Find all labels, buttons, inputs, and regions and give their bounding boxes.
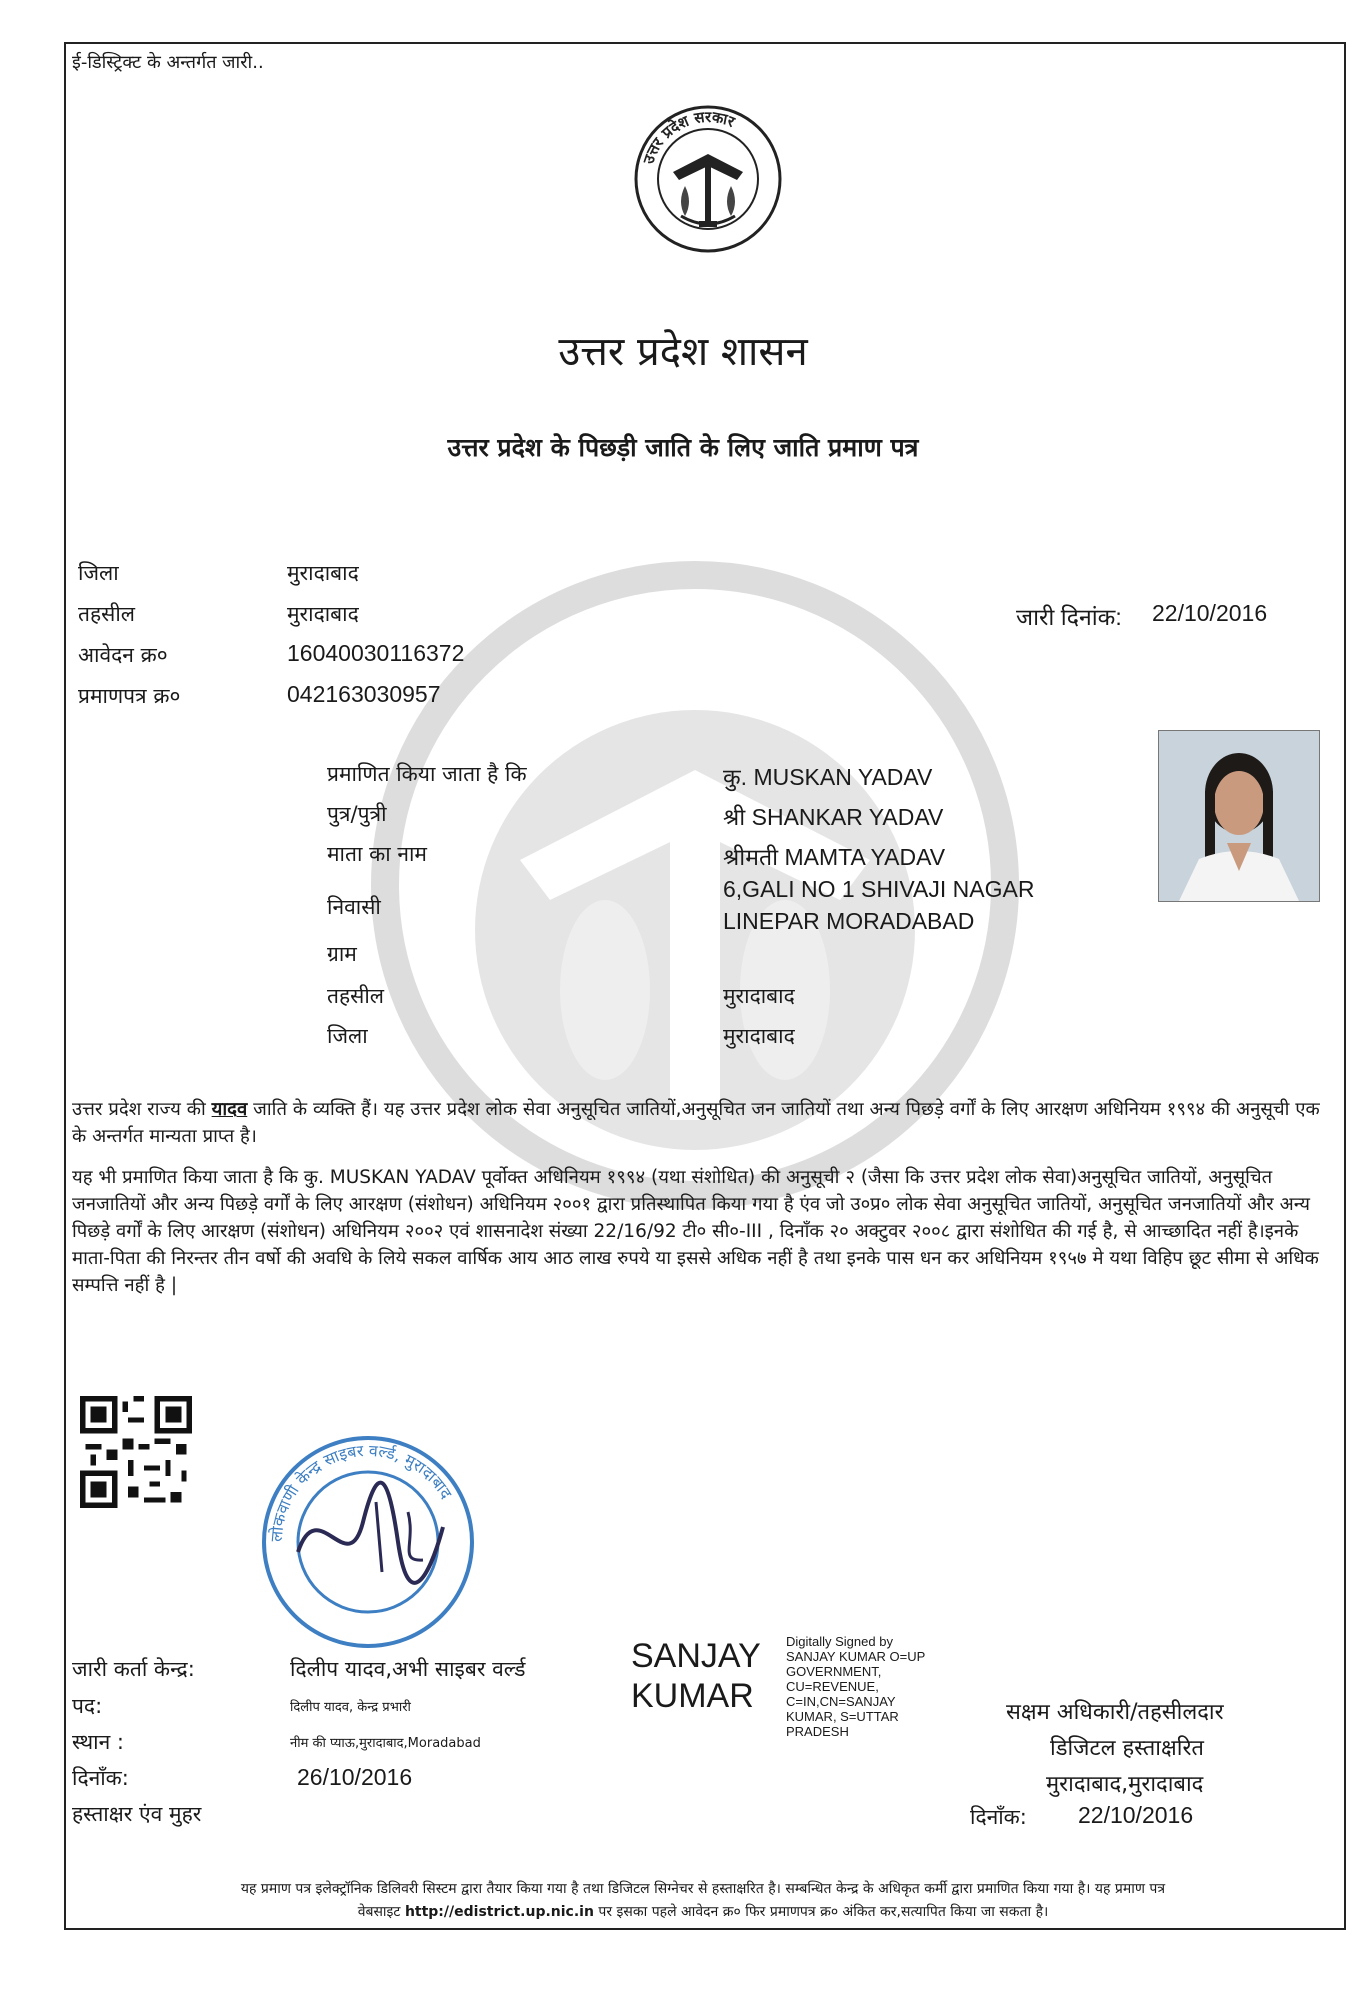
issue-date-value: 22/10/2016 [1152,600,1268,626]
place-label: स्थान : [72,1730,125,1754]
place-value: नीम की प्याऊ,मुरादाबाद,Moradabad [290,1736,481,1751]
mother-label: माता का नाम [327,842,427,866]
address-line2: LINEPAR MORADABAD [723,908,975,934]
certify-label: प्रमाणित किया जाता है कि [327,762,527,786]
application-no-label: आवेदन क्र० [78,643,168,667]
applicant-photo [1158,730,1320,902]
certification-paragraph-2: यह भी प्रमाणित किया जाता है कि कु. MUSKAN YADAV पूर्वोक्त अधिनियम १९९४ (यथा संशोधित) की अनुसूची २ (जैसा कि उत्तर प्रदेश लोक सेवा)अनुसूचित जातियों, अनुसूचित जनजातियों और अन्य पिछड़े वर्गों के लिए आरक्षण (संशोधन) अधिनियम २००१ द्वारा प्रतिस्थापित किया गया है एंव जो उ०प्र० लोक सेवा अनुसूचित जातियों, अनुसूचित जनजातियों और अन्य पिछड़े वर्गों के लिए आरक्षण (संशोधन) अधिनियम २००२ एवं शासनादेश संख्या 22/16/92 टी० सी०-III , दिनाँक २० अक्टुवर २००८ द्वारा संशोधित की गई है, से आच्छादित नहीं है।इनके माता-पिता की निरन्तर तीन वर्षो की अवधि के लिये सकल वार्षिक आय आठ लाख रुपये या इससे अधिक नहीं है तथा इनके पास धन कर अधिनियम १९५७ मे यथा विहिप छूट सीमा से अधिक सम्पत्ति नहीं है | [72,1167,1319,1296]
authority-date-value: 22/10/2016 [1078,1802,1194,1828]
address-line1: 6,GALI NO 1 SHIVAJI NAGAR [723,876,1035,902]
digital-signer-last-name: KUMAR [631,1677,754,1715]
certificate-no-value: 042163030957 [287,681,441,707]
page-title: उत्तर प्रदेश शासन [558,329,808,375]
detail-district-value: मुरादाबाद [723,1024,795,1048]
detail-tehsil-label: तहसील [327,984,384,1008]
tehsil-value: मुरादाबाद [287,602,359,626]
certification-paragraph-1 [72,1096,1334,1150]
certificate-subtitle: उत्तर प्रदेश के पिछड़ी जाति के लिए जाति प्रमाण पत्र [447,433,919,462]
header-note: ई-डिस्ट्रिक्ट के अन्तर्गत जारी.. [72,52,264,73]
issuing-centre-value: दिलीप यादव,अभी साइबर वर्ल्ड [290,1657,526,1681]
authority-digital-sign-note: डिजिटल हस्ताक्षरित [1050,1736,1204,1761]
mother-value: श्रीमती MAMTA YADAV [723,844,946,870]
verification-url-link[interactable]: http://edistrict.up.nic.in [404,1904,594,1920]
authority-location: मुरादाबाद,मुरादाबाद [1046,1772,1204,1797]
authority-date-label: दिनाँक: [970,1805,1027,1829]
digital-signature-line: CU=REVENUE, [786,1679,879,1694]
issuing-centre-label: जारी कर्ता केन्द्र: [72,1657,195,1681]
verification-footer [70,1878,1336,1924]
person-photo-icon [1159,731,1319,901]
digital-signer-first-name: SANJAY [631,1637,761,1675]
authority-designation: सक्षम अधिकारी/तहसीलदार [1006,1700,1224,1725]
caste-name: यादव [211,1099,248,1120]
digital-signature-line: C=IN,CN=SANJAY [786,1694,896,1709]
footer-website-prefix: वेबसाइट [357,1904,405,1920]
digital-signature-line: PRADESH [786,1724,849,1739]
district-value: मुरादाबाद [287,561,359,585]
district-label: जिला [78,561,119,585]
detail-tehsil-value: मुरादाबाद [723,984,795,1008]
paragraph1-start: उत्तर प्रदेश राज्य की [72,1099,212,1120]
parent-label: पुत्र/पुत्री [327,802,387,826]
digital-signature-line: KUMAR, S=UTTAR [786,1709,899,1724]
digital-signature-line: Digitally Signed by [786,1634,893,1649]
paragraph1-end: जाति के व्यक्ति हैं। यह उत्तर प्रदेश लोक सेवा अनुसूचित जातियों,अनुसूचित जन जातियों तथा अन्य पिछड़े वर्गों के लिए आरक्षण अधिनियम १९९४ की अनुसूची एक के अन्तर्गत मान्यता प्राप्त है। [72,1099,1320,1147]
village-label: ग्राम [327,942,357,966]
footer-line-1: यह प्रमाण पत्र इलेक्ट्रॉनिक डिलिवरी सिस्टम द्वारा तैयार किया गया है तथा डिजिटल सिग्नेचर से हस्ताक्षरित है। सम्बन्धित केन्द्र के अधिकृत कर्मी द्वारा प्रमाणित किया गया है। यह प्रमाण पत्र [240,1881,1166,1897]
application-no-value: 16040030116372 [287,640,465,666]
emblem-text: उत्तर प्रदेश सरकार [639,107,738,167]
digital-signature-line: GOVERNMENT, [786,1664,882,1679]
resident-label: निवासी [327,895,381,919]
applicant-name: कु. MUSKAN YADAV [723,764,933,790]
parent-value: श्री SHANKAR YADAV [723,804,944,830]
post-value: दिलीप यादव, केन्द्र प्रभारी [290,1700,411,1715]
up-government-emblem-icon [633,104,783,254]
digital-signature-details [786,1634,925,1739]
tehsil-label: तहसील [78,602,135,626]
detail-district-label: जिला [327,1024,368,1048]
issuer-date-value: 26/10/2016 [297,1764,413,1790]
footer-line-2-rest: पर इसका पहले आवेदन क्र० फिर प्रमाणपत्र क्र० अंकित कर,सत्यापित किया जा सकता है। [593,1904,1049,1920]
qr-code-icon[interactable] [80,1396,192,1508]
seal-text: लोकवाणी केन्द्र साइबर वर्ल्ड, मुरादाबाद [266,1440,456,1543]
post-label: पद: [72,1694,103,1718]
svg-text:उत्तर प्रदेश सरकार [639,108,738,167]
issue-date-label: जारी दिनांक: [1016,604,1122,630]
official-seal-icon [258,1432,478,1652]
certificate-no-label: प्रमाणपत्र क्र० [78,684,181,708]
footer-line-2 [70,1901,1336,1924]
signature-seal-label: हस्ताक्षर एंव मुहर [72,1802,202,1826]
issuer-date-label: दिनाँक: [72,1766,129,1790]
digital-signature-line: SANJAY KUMAR O=UP [786,1649,926,1664]
